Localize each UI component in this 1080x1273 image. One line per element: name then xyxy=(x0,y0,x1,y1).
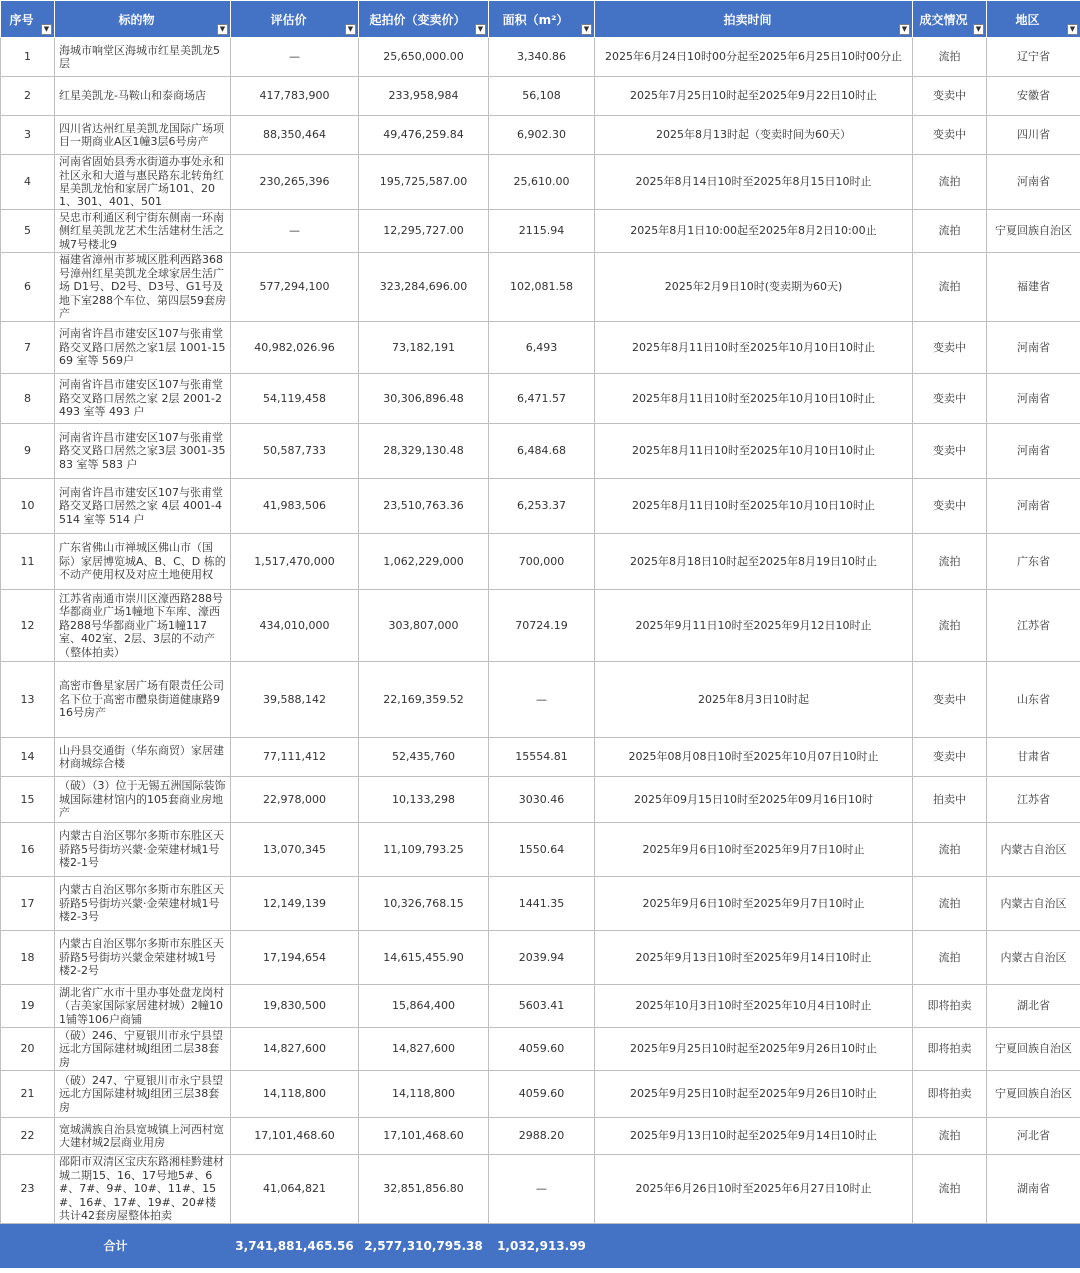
filter-dropdown-icon[interactable]: ▼ xyxy=(899,24,910,35)
table-row xyxy=(1,155,1080,210)
table-row xyxy=(1,38,1080,77)
col-header-appraisal xyxy=(231,1,359,38)
cell-no: 23 xyxy=(1,1155,55,1224)
cell-name: （破）（3）位于无锡五洲国际装饰城国际建材馆内的105套商业房地产 xyxy=(55,777,231,823)
cell-name: 河南省许昌市建安区107与张甫堂路交叉路口居然之家 2层 2001-2493 室等 493 户 xyxy=(55,374,231,424)
cell-name: 江苏省南通市崇川区濠西路288号华都商业广场1幢地下车库、濠西路288号华都商业广场1幢117室、402室、2层、3层的不动产（整体拍卖） xyxy=(55,590,231,662)
cell-region: 湖南省 xyxy=(987,1155,1080,1224)
cell-status: 拍卖中 xyxy=(913,777,987,823)
cell-start-price: 11,109,793.25 xyxy=(359,823,489,877)
cell-region: 安徽省 xyxy=(987,77,1080,116)
cell-status: 变卖中 xyxy=(913,77,987,116)
cell-region: 广东省 xyxy=(987,534,1080,590)
cell-appraisal: 14,827,600 xyxy=(231,1028,359,1071)
cell-time: 2025年9月6日10时至2025年9月7日10时止 xyxy=(595,877,913,931)
cell-time: 2025年09月15日10时至2025年09月16日10时 xyxy=(595,777,913,823)
cell-appraisal: 14,118,800 xyxy=(231,1071,359,1118)
table-row xyxy=(1,985,1080,1028)
table-row xyxy=(1,322,1080,374)
cell-region: 内蒙古自治区 xyxy=(987,931,1080,985)
cell-no: 15 xyxy=(1,777,55,823)
cell-region: 宁夏回族自治区 xyxy=(987,210,1080,253)
cell-time: 2025年8月14日10时至2025年8月15日10时止 xyxy=(595,155,913,210)
cell-area: 2988.20 xyxy=(489,1118,595,1155)
cell-time: 2025年9月13日10时至2025年9月14日10时止 xyxy=(595,931,913,985)
col-header-label: 地区 xyxy=(1015,12,1040,27)
cell-start-price: 10,326,768.15 xyxy=(359,877,489,931)
cell-start-price: 28,329,130.48 xyxy=(359,424,489,479)
cell-no: 19 xyxy=(1,985,55,1028)
cell-no: 17 xyxy=(1,877,55,931)
cell-name: （破）247、宁夏银川市永宁县望远北方国际建材城J组团三层38套房 xyxy=(55,1071,231,1118)
cell-name: 邵阳市双清区宝庆东路湘桂黔建材城二期15、16、17号地5#、6#、7#、9#、10#、11#、15#、16#、17#、19#、20#楼共计42套房屋整体拍卖 xyxy=(55,1155,231,1224)
cell-area: 3,340.86 xyxy=(489,38,595,77)
cell-area: 5603.41 xyxy=(489,985,595,1028)
total-row xyxy=(1,1224,1080,1268)
cell-region: 福建省 xyxy=(987,253,1080,322)
table-row xyxy=(1,479,1080,534)
cell-name: 红星美凯龙-马鞍山和泰商场店 xyxy=(55,77,231,116)
cell-appraisal: 88,350,464 xyxy=(231,116,359,155)
col-header-area xyxy=(489,1,595,38)
cell-start-price: 10,133,298 xyxy=(359,777,489,823)
cell-time: 2025年9月6日10时至2025年9月7日10时止 xyxy=(595,823,913,877)
cell-appraisal: 417,783,900 xyxy=(231,77,359,116)
cell-start-price: 49,476,259.84 xyxy=(359,116,489,155)
cell-name: 内蒙古自治区鄂尔多斯市东胜区天骄路5号街坊兴蒙·金荣建材城1号楼2-1号 xyxy=(55,823,231,877)
cell-name: 内蒙古自治区鄂尔多斯市东胜区天骄路5号街坊兴蒙金荣建材城1号楼2-2号 xyxy=(55,931,231,985)
cell-appraisal: 434,010,000 xyxy=(231,590,359,662)
filter-dropdown-icon[interactable]: ▼ xyxy=(1067,24,1078,35)
filter-dropdown-icon[interactable]: ▼ xyxy=(345,24,356,35)
cell-region: 江苏省 xyxy=(987,777,1080,823)
cell-no: 11 xyxy=(1,534,55,590)
cell-status: 变卖中 xyxy=(913,424,987,479)
cell-no: 14 xyxy=(1,738,55,777)
cell-no: 22 xyxy=(1,1118,55,1155)
table-row xyxy=(1,1071,1080,1118)
cell-name: 河南省许昌市建安区107与张甫堂路交叉路口居然之家1层 1001-1569 室等 569户 xyxy=(55,322,231,374)
cell-appraisal: 17,194,654 xyxy=(231,931,359,985)
table-row xyxy=(1,374,1080,424)
total-empty xyxy=(595,1224,1080,1268)
cell-time: 2025年8月13时起（变卖时间为60天） xyxy=(595,116,913,155)
cell-status: 流拍 xyxy=(913,1118,987,1155)
col-header-label: 评估价 xyxy=(270,12,307,27)
cell-region: 江苏省 xyxy=(987,590,1080,662)
cell-no: 9 xyxy=(1,424,55,479)
cell-status: 流拍 xyxy=(913,931,987,985)
cell-start-price: 23,510,763.36 xyxy=(359,479,489,534)
cell-region: 山东省 xyxy=(987,662,1080,738)
cell-name: （破）246、宁夏银川市永宁县望远北方国际建材城J组团二层38套房 xyxy=(55,1028,231,1071)
cell-appraisal: 230,265,396 xyxy=(231,155,359,210)
cell-time: 2025年9月25日10时起至2025年9月26日10时止 xyxy=(595,1071,913,1118)
cell-name: 广东省佛山市禅城区佛山市（国际）家居博览城A、B、C、D 栋的不动产使用权及对应土地使用权 xyxy=(55,534,231,590)
header-row xyxy=(1,1,1080,38)
cell-region: 河南省 xyxy=(987,322,1080,374)
table-row xyxy=(1,777,1080,823)
col-header-time xyxy=(595,1,913,38)
cell-time: 2025年2月9日10时(变卖期为60天) xyxy=(595,253,913,322)
col-header-status xyxy=(913,1,987,38)
cell-region: 内蒙古自治区 xyxy=(987,823,1080,877)
cell-start-price: 73,182,191 xyxy=(359,322,489,374)
cell-start-price: 303,807,000 xyxy=(359,590,489,662)
cell-area: 2115.94 xyxy=(489,210,595,253)
cell-area: 4059.60 xyxy=(489,1028,595,1071)
cell-appraisal: 577,294,100 xyxy=(231,253,359,322)
cell-area: 15554.81 xyxy=(489,738,595,777)
cell-region: 河南省 xyxy=(987,479,1080,534)
cell-time: 2025年6月26日10时至2025年6月27日10时止 xyxy=(595,1155,913,1224)
cell-status: 变卖中 xyxy=(913,322,987,374)
cell-appraisal: 50,587,733 xyxy=(231,424,359,479)
cell-name: 河南省固始县秀水街道办事处永和社区永和大道与惠民路东北转角红星美凯龙怡和家居广场101、201、301、401、501 xyxy=(55,155,231,210)
cell-name: 吴忠市利通区利宁街东侧南一环南侧红星美凯龙艺术生活建材生活之城7号楼北9 xyxy=(55,210,231,253)
cell-status: 流拍 xyxy=(913,534,987,590)
cell-region: 湖北省 xyxy=(987,985,1080,1028)
cell-appraisal: 13,070,345 xyxy=(231,823,359,877)
cell-appraisal: 41,064,821 xyxy=(231,1155,359,1224)
table-row xyxy=(1,116,1080,155)
cell-area: 6,493 xyxy=(489,322,595,374)
cell-time: 2025年9月13日10时起至2025年9月14日10时止 xyxy=(595,1118,913,1155)
cell-area: 1550.64 xyxy=(489,823,595,877)
cell-name: 山丹县交通街（华东商贸）家居建材商城综合楼 xyxy=(55,738,231,777)
cell-area: — xyxy=(489,662,595,738)
cell-time: 2025年08月08日10时至2025年10月07日10时止 xyxy=(595,738,913,777)
col-header-label: 面积（m²） xyxy=(502,12,569,27)
cell-name: 湖北省广水市十里办事处盘龙岗村（吉美家国际家居建材城）2幢101铺等106户商铺 xyxy=(55,985,231,1028)
total-area: 1,032,913.99 xyxy=(489,1224,595,1268)
filter-dropdown-icon[interactable]: ▼ xyxy=(475,24,486,35)
cell-name: 高密市鲁星家居广场有限责任公司名下位于高密市醴泉街道健康路916号房产 xyxy=(55,662,231,738)
cell-no: 2 xyxy=(1,77,55,116)
cell-no: 4 xyxy=(1,155,55,210)
col-header-label: 序号 xyxy=(9,12,34,27)
filter-dropdown-icon[interactable]: ▼ xyxy=(41,24,52,35)
cell-time: 2025年10月3日10时至2025年10月4日10时止 xyxy=(595,985,913,1028)
cell-status: 变卖中 xyxy=(913,479,987,534)
col-header-start-price xyxy=(359,1,489,38)
cell-no: 7 xyxy=(1,322,55,374)
filter-dropdown-icon[interactable]: ▼ xyxy=(217,24,228,35)
cell-status: 即将拍卖 xyxy=(913,1071,987,1118)
cell-appraisal: 54,119,458 xyxy=(231,374,359,424)
cell-area: 700,000 xyxy=(489,534,595,590)
cell-appraisal: 12,149,139 xyxy=(231,877,359,931)
cell-appraisal: 77,111,412 xyxy=(231,738,359,777)
table-row xyxy=(1,1155,1080,1224)
col-header-label: 成交情况 xyxy=(919,12,968,27)
cell-area: 1441.35 xyxy=(489,877,595,931)
cell-no: 21 xyxy=(1,1071,55,1118)
table-row xyxy=(1,877,1080,931)
col-header-region xyxy=(987,1,1080,38)
cell-no: 8 xyxy=(1,374,55,424)
cell-time: 2025年8月3日10时起 xyxy=(595,662,913,738)
cell-time: 2025年9月11日10时至2025年9月12日10时止 xyxy=(595,590,913,662)
cell-region: 四川省 xyxy=(987,116,1080,155)
cell-status: 流拍 xyxy=(913,253,987,322)
cell-status: 流拍 xyxy=(913,38,987,77)
cell-start-price: 14,827,600 xyxy=(359,1028,489,1071)
col-header-label: 拍卖时间 xyxy=(723,12,772,27)
cell-appraisal: 1,517,470,000 xyxy=(231,534,359,590)
cell-status: 即将拍卖 xyxy=(913,985,987,1028)
cell-start-price: 233,958,984 xyxy=(359,77,489,116)
cell-name: 福建省漳州市芗城区胜利西路368号漳州红星美凯龙全球家居生活广场 D1号、D2号、D3号、G1号及地下室288个车位、第四层59套房产 xyxy=(55,253,231,322)
filter-dropdown-icon[interactable]: ▼ xyxy=(973,24,984,35)
cell-no: 3 xyxy=(1,116,55,155)
cell-time: 2025年8月11日10时至2025年10月10日10时止 xyxy=(595,424,913,479)
cell-start-price: 52,435,760 xyxy=(359,738,489,777)
table-row xyxy=(1,424,1080,479)
table-row xyxy=(1,534,1080,590)
cell-start-price: 14,615,455.90 xyxy=(359,931,489,985)
cell-no: 20 xyxy=(1,1028,55,1071)
cell-no: 12 xyxy=(1,590,55,662)
cell-appraisal: — xyxy=(231,210,359,253)
cell-status: 流拍 xyxy=(913,1155,987,1224)
table-row xyxy=(1,662,1080,738)
cell-start-price: 15,864,400 xyxy=(359,985,489,1028)
cell-no: 10 xyxy=(1,479,55,534)
cell-start-price: 25,650,000.00 xyxy=(359,38,489,77)
cell-area: 56,108 xyxy=(489,77,595,116)
cell-appraisal: 39,588,142 xyxy=(231,662,359,738)
col-header-name xyxy=(55,1,231,38)
table-row xyxy=(1,590,1080,662)
cell-time: 2025年7月25日10时起至2025年9月22日10时止 xyxy=(595,77,913,116)
cell-no: 5 xyxy=(1,210,55,253)
cell-region: 河北省 xyxy=(987,1118,1080,1155)
cell-start-price: 32,851,856.80 xyxy=(359,1155,489,1224)
cell-status: 流拍 xyxy=(913,877,987,931)
cell-name: 内蒙古自治区鄂尔多斯市东胜区天骄路5号街坊兴蒙·金荣建材城1号楼2-3号 xyxy=(55,877,231,931)
cell-region: 河南省 xyxy=(987,155,1080,210)
cell-region: 宁夏回族自治区 xyxy=(987,1028,1080,1071)
cell-start-price: 1,062,229,000 xyxy=(359,534,489,590)
cell-status: 流拍 xyxy=(913,823,987,877)
cell-status: 流拍 xyxy=(913,155,987,210)
cell-time: 2025年9月25日10时起至2025年9月26日10时止 xyxy=(595,1028,913,1071)
table-row xyxy=(1,823,1080,877)
cell-time: 2025年8月1日10:00起至2025年8月2日10:00止 xyxy=(595,210,913,253)
cell-area: 25,610.00 xyxy=(489,155,595,210)
total-label: 合计 xyxy=(1,1224,231,1268)
cell-status: 流拍 xyxy=(913,590,987,662)
cell-area: — xyxy=(489,1155,595,1224)
cell-start-price: 195,725,587.00 xyxy=(359,155,489,210)
cell-time: 2025年8月11日10时至2025年10月10日10时止 xyxy=(595,374,913,424)
cell-name: 河南省许昌市建安区107与张甫堂路交叉路口居然之家3层 3001-3583 室等 583 户 xyxy=(55,424,231,479)
cell-start-price: 14,118,800 xyxy=(359,1071,489,1118)
table-row xyxy=(1,738,1080,777)
cell-no: 16 xyxy=(1,823,55,877)
cell-start-price: 30,306,896.48 xyxy=(359,374,489,424)
cell-no: 13 xyxy=(1,662,55,738)
cell-status: 变卖中 xyxy=(913,374,987,424)
cell-name: 河南省许昌市建安区107与张甫堂路交叉路口居然之家 4层 4001-4514 室等 514 户 xyxy=(55,479,231,534)
table-row xyxy=(1,253,1080,322)
total-start-price: 2,577,310,795.38 xyxy=(359,1224,489,1268)
cell-status: 即将拍卖 xyxy=(913,1028,987,1071)
filter-dropdown-icon[interactable]: ▼ xyxy=(581,24,592,35)
cell-start-price: 323,284,696.00 xyxy=(359,253,489,322)
table-body xyxy=(1,38,1080,1224)
table-row xyxy=(1,77,1080,116)
cell-area: 102,081.58 xyxy=(489,253,595,322)
col-header-label: 起拍价（变卖价） xyxy=(369,12,466,27)
cell-region: 辽宁省 xyxy=(987,38,1080,77)
cell-time: 2025年8月11日10时至2025年10月10日10时止 xyxy=(595,322,913,374)
cell-area: 4059.60 xyxy=(489,1071,595,1118)
col-header-no xyxy=(1,1,55,38)
table-row xyxy=(1,210,1080,253)
cell-area: 6,471.57 xyxy=(489,374,595,424)
cell-name: 宽城满族自治县宽城镇上河西村宽大建材城2层商业用房 xyxy=(55,1118,231,1155)
table-row xyxy=(1,931,1080,985)
cell-region: 河南省 xyxy=(987,424,1080,479)
cell-no: 18 xyxy=(1,931,55,985)
cell-area: 6,484.68 xyxy=(489,424,595,479)
cell-appraisal: 40,982,026.96 xyxy=(231,322,359,374)
total-appraisal: 3,741,881,465.56 xyxy=(231,1224,359,1268)
cell-name: 四川省达州红星美凯龙国际广场项目一期商业A区1幢3层6号房产 xyxy=(55,116,231,155)
cell-appraisal: 41,983,506 xyxy=(231,479,359,534)
cell-start-price: 17,101,468.60 xyxy=(359,1118,489,1155)
table-row xyxy=(1,1028,1080,1071)
cell-start-price: 22,169,359.52 xyxy=(359,662,489,738)
cell-time: 2025年6月24日10时00分起至2025年6月25日10时00分止 xyxy=(595,38,913,77)
cell-time: 2025年8月18日10时起至2025年8月19日10时止 xyxy=(595,534,913,590)
cell-region: 河南省 xyxy=(987,374,1080,424)
cell-area: 2039.94 xyxy=(489,931,595,985)
cell-region: 甘肃省 xyxy=(987,738,1080,777)
cell-status: 变卖中 xyxy=(913,662,987,738)
cell-status: 变卖中 xyxy=(913,116,987,155)
cell-region: 宁夏回族自治区 xyxy=(987,1071,1080,1118)
cell-no: 1 xyxy=(1,38,55,77)
cell-appraisal: 17,101,468.60 xyxy=(231,1118,359,1155)
cell-region: 内蒙古自治区 xyxy=(987,877,1080,931)
cell-time: 2025年8月11日10时至2025年10月10日10时止 xyxy=(595,479,913,534)
cell-area: 6,253.37 xyxy=(489,479,595,534)
cell-area: 3030.46 xyxy=(489,777,595,823)
cell-name: 海城市响堂区海城市红星美凯龙5层 xyxy=(55,38,231,77)
cell-status: 变卖中 xyxy=(913,738,987,777)
cell-appraisal: — xyxy=(231,38,359,77)
cell-area: 6,902.30 xyxy=(489,116,595,155)
col-header-label: 标的物 xyxy=(118,12,155,27)
cell-no: 6 xyxy=(1,253,55,322)
cell-status: 流拍 xyxy=(913,210,987,253)
cell-start-price: 12,295,727.00 xyxy=(359,210,489,253)
cell-appraisal: 22,978,000 xyxy=(231,777,359,823)
table-row xyxy=(1,1118,1080,1155)
cell-appraisal: 19,830,500 xyxy=(231,985,359,1028)
cell-area: 70724.19 xyxy=(489,590,595,662)
